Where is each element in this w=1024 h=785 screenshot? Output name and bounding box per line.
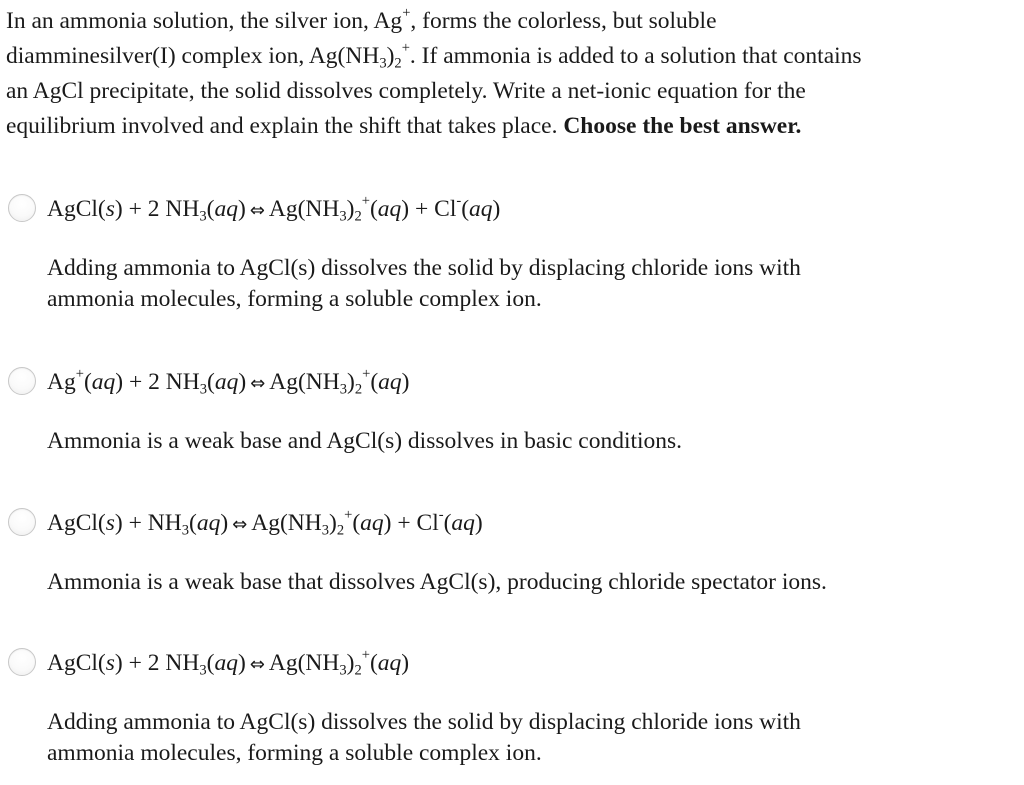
radio-button-option-b[interactable] <box>8 367 36 395</box>
question-instruction: Choose the best answer. <box>563 113 802 139</box>
equilibrium-arrow-icon: ⇔ <box>249 200 265 221</box>
equation-option-a: AgCl(s) + 2 $NH_3(aq)$ ⇔ $Ag(NH_3)_2^+(aq) + Cl^-(aq)$ <box>47 193 501 225</box>
equilibrium-arrow-icon: ⇔ <box>232 514 248 535</box>
radio-button-option-d[interactable] <box>8 648 36 676</box>
equation-option-b: Ag+(aq) + 2 $NH_3(aq)$ ⇔ $Ag(NH_3)_2^+(aq)$ <box>47 366 410 398</box>
equilibrium-arrow-icon: ⇔ <box>250 373 266 394</box>
equilibrium-arrow-icon: ⇔ <box>249 654 265 675</box>
equation-option-d: AgCl(s) + 2 $NH_3(aq)$ ⇔ $Ag(NH_3)_2^+(aq)$ <box>47 647 410 679</box>
question-line-1: In an ammonia solution, the silver ion, Ag+, forms the colorless, but soluble <box>6 5 717 34</box>
explanation-option-a: Adding ammonia to AgCl(s) dissolves the solid by displacing chloride ions with ammonia molecules, forming a soluble complex ion. <box>47 255 801 312</box>
radio-button-option-c[interactable] <box>8 508 36 536</box>
question-line-2: diamminesilver(I) complex ion, $Ag(NH_3)_2^+$. If ammonia is added to a solution that contains <box>6 40 862 72</box>
explanation-option-d: Adding ammonia to AgCl(s) dissolves the solid by displacing chloride ions with ammonia molecules, forming a soluble complex ion. <box>47 709 801 766</box>
radio-button-option-a[interactable] <box>8 194 36 222</box>
question-line-3: an AgCl precipitate, the solid dissolves completely. Write a net-ionic equation for the <box>6 78 806 104</box>
question-text <box>6 4 1011 144</box>
equation-option-c: AgCl(s) + $NH_3(aq)$ ⇔ $Ag(NH_3)_2^+(aq) + Cl^-(aq)$ <box>47 507 483 539</box>
explanation-option-b: Ammonia is a weak base and AgCl(s) dissolves in basic conditions. <box>47 428 683 454</box>
explanation-option-c: Ammonia is a weak base that dissolves AgCl(s), producing chloride spectator ions. <box>47 569 827 595</box>
question-line-4: equilibrium involved and explain the shift that takes place. Choose the best answer. <box>6 113 802 139</box>
